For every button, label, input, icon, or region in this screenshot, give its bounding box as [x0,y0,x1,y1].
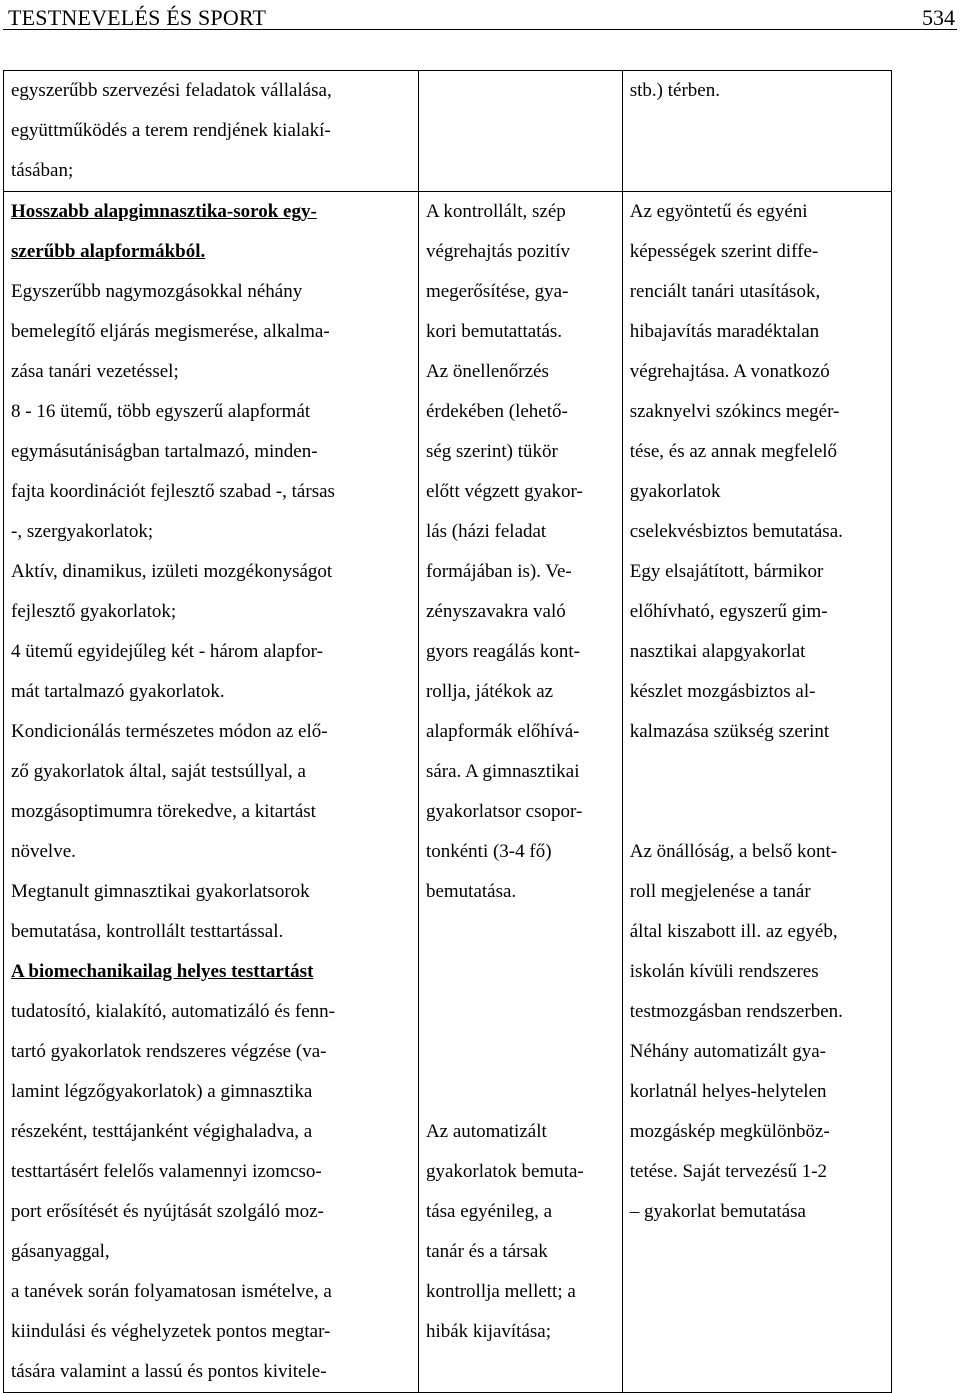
text-line: tására valamint a lassú és pontos kivitele- [11,1361,327,1382]
text-line: mozgásoptimumra törekedve, a kitartást [11,801,316,822]
page-number: 534 [922,5,955,30]
section-title: TESTNEVELÉS ÉS SPORT [8,5,267,30]
spacer [426,912,615,992]
cell-text [630,71,884,111]
text-line: tudatosító, kialakító, automatizáló és fenn- [11,1001,335,1022]
section-heading: A biomechanikailag helyes testtartást [11,961,314,982]
text-line: ség szerint) tükör [425,441,558,462]
text-line: iskolán kívüli rendszeres [629,961,819,982]
text-line: kori bemutattatás. [425,321,563,342]
text-line: Az automatizált [425,1121,547,1142]
text-line: végrehajtása. A vonatkozó [629,361,830,382]
text-line: hibák kijavítása; [425,1321,552,1342]
text-line: testtartásért felelős valamennyi izomcso- [11,1161,322,1182]
text-line: tése, és az annak megfelelő [629,441,838,462]
curriculum-table [3,70,892,1393]
text-line: előtt végzett gyakor- [425,481,583,502]
text-line: Aktív, dinamikus, izületi mozgékonyságot [11,561,333,582]
text-line: nasztikai alapgyakorlat [629,641,806,662]
text-line: egymásutániságban tartalmazó, minden- [11,441,318,462]
text-line: Megtanult gimnasztikai gyakorlatsorok [11,881,310,902]
text-line: testmozgásban rendszerben. [629,1001,843,1022]
table-cell [4,71,419,192]
table-row [4,192,892,1393]
text-line: stb.) térben. [629,80,720,101]
cell-text [630,192,884,1232]
text-line: kalmazása szükség szerint [629,721,830,742]
text-line: mozgáskép megkülönböz- [629,1121,830,1142]
text-line: renciált tanári utasítások, [629,281,821,302]
spacer [630,752,884,832]
section-heading: Hosszabb alapgimnasztika-sorok egy- [11,201,317,222]
text-line: sára. A gimnasztikai [425,761,580,782]
table-cell [622,192,891,1393]
text-line: formájában is). Ve- [425,561,572,582]
cell-text [426,192,615,1352]
table-cell [4,192,419,1393]
text-line: roll megjelenése a tanár [629,881,811,902]
text-line: megerősítése, gya- [425,281,569,302]
text-line: tetése. Saját tervezésű 1-2 [629,1161,828,1182]
table-cell [418,71,622,192]
text-line: 8 - 16 ütemű, több egyszerű alapformát [11,401,311,422]
cell-text [11,71,411,191]
text-line: zása tanári vezetéssel; [11,361,179,382]
text-line: gásanyaggal, [11,1241,110,1262]
text-line: fejlesztő gyakorlatok; [11,601,177,622]
text-line: növelve. [11,841,76,862]
text-line: egyszerűbb szervezési feladatok vállalása, [11,80,332,101]
text-line: tonkénti (3-4 fő) [425,841,552,862]
text-line: Az egyöntetű és egyéni [629,201,808,222]
table-row [4,71,892,192]
text-line: Egyszerűbb nagymozgásokkal néhány [11,281,303,302]
spacer [426,1072,615,1112]
text-line: fajta koordinációt fejlesztő szabad -, társas [11,481,335,502]
text-line: tanár és a társak [425,1241,548,1262]
text-line: – gyakorlat bemutatása [629,1201,806,1222]
text-line: lás (házi feladat [425,521,547,542]
text-line: A kontrollált, szép [425,201,566,222]
text-line: képességek szerint diffe- [629,241,819,262]
text-line: rollja, játékok az [425,681,554,702]
text-line: gyors reagálás kont- [425,641,581,662]
text-line: port erősítését és nyújtását szolgáló moz- [11,1201,324,1222]
text-line: zényszavakra való [425,601,566,622]
text-line: cselekvésbiztos bemutatása. [629,521,843,542]
text-line: Néhány automatizált gya- [629,1041,826,1062]
text-line: együttműködés a terem rendjének kialakí- [11,120,331,141]
text-line: a tanévek során folyamatosan ismételve, a [11,1281,332,1302]
cell-text [11,192,411,1392]
text-line: Az önellenőrzés [425,361,549,382]
text-line: tartó gyakorlatok rendszeres végzése (va- [11,1041,327,1062]
text-line: tása egyénileg, a [425,1201,553,1222]
table-cell [418,192,622,1393]
text-line: hibajavítás maradéktalan [629,321,820,342]
text-line: bemelegítő eljárás megismerése, alkalma- [11,321,330,342]
text-line: szaknyelvi szókincs megér- [629,401,840,422]
text-line: bemutatása, kontrollált testtartással. [11,921,284,942]
text-line: érdekében (lehető- [425,401,568,422]
text-line: Az önállóság, a belső kont- [629,841,838,862]
text-line: gyakorlatok bemuta- [425,1161,584,1182]
section-heading: szerűbb alapformákból. [11,241,206,262]
text-line: gyakorlatsor csopor- [425,801,583,822]
text-line: alapformák előhívá- [425,721,580,742]
text-line: ző gyakorlatok által, saját testsúllyal, a [11,761,306,782]
text-line: lamint légzőgyakorlatok) a gimnasztika [11,1081,313,1102]
text-line: mát tartalmazó gyakorlatok. [11,681,225,702]
text-line: tásában; [11,160,74,181]
table-cell [622,71,891,192]
text-line: előhívható, egyszerű gim- [629,601,828,622]
page-header [3,3,957,30]
text-line: korlatnál helyes-helytelen [629,1081,827,1102]
text-line: 4 ütemű egyidejűleg két - három alapfor- [11,641,323,662]
text-line: végrehajtás pozitív [425,241,570,262]
text-line: készlet mozgásbiztos al- [629,681,816,702]
text-line: -, szergyakorlatok; [11,521,154,542]
text-line: Egy elsajátított, bármikor [629,561,824,582]
text-line: gyakorlatok [629,481,721,502]
text-line: kiindulási és véghelyzetek pontos megtar- [11,1321,331,1342]
text-line: Kondicionálás természetes módon az elő- [11,721,328,742]
text-line: kontrollja mellett; a [425,1281,576,1302]
spacer [426,992,615,1072]
text-line: által kiszabott ill. az egyéb, [629,921,838,942]
text-line: részeként, testtájanként végighaladva, a [11,1121,313,1142]
text-line: bemutatása. [425,881,517,902]
